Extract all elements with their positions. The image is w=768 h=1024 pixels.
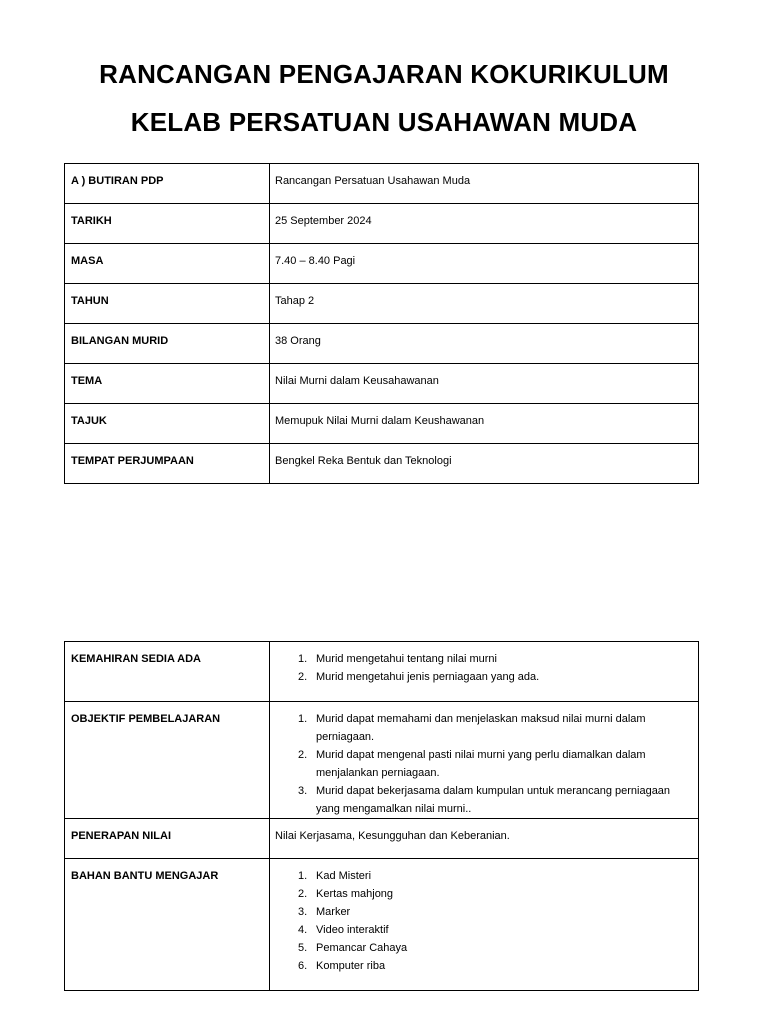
row-label: BILANGAN MURID <box>65 324 270 364</box>
table-row <box>65 204 699 244</box>
row-value: 38 Orang <box>270 324 699 364</box>
row-label: TAJUK <box>65 404 270 444</box>
table-row <box>65 642 699 702</box>
list-item: 2. Murid dapat mengenal pasti nilai murni yang perlu diamalkan dalam menjalankan perniagaan. <box>298 749 646 779</box>
row-label: MASA <box>65 244 270 284</box>
table-row <box>65 284 699 324</box>
document-title: RANCANGAN PENGAJARAN KOKURIKULUM <box>99 59 669 89</box>
list-item: 1. Murid dapat memahami dan menjelaskan maksud nilai murni dalam perniagaan. <box>298 713 646 743</box>
penerapan-label: PENERAPAN NILAI <box>65 819 270 859</box>
row-label: TEMPAT PERJUMPAAN <box>65 444 270 484</box>
table-row <box>65 859 699 991</box>
kemahiran-list <box>275 650 698 686</box>
table-row <box>65 404 699 444</box>
list-item: 4. Video interaktif <box>298 924 389 936</box>
objektif-label: OBJEKTIF PEMBELAJARAN <box>65 702 270 819</box>
row-label: TARIKH <box>65 204 270 244</box>
bahan-label: BAHAN BANTU MENGAJAR <box>65 859 270 991</box>
kemahiran-cell <box>270 642 699 702</box>
row-value: Memupuk Nilai Murni dalam Keushawanan <box>270 404 699 444</box>
row-value: 7.40 – 8.40 Pagi <box>270 244 699 284</box>
list-item: 1. Murid mengetahui tentang nilai murni <box>298 653 497 665</box>
list-item: 2. Kertas mahjong <box>298 888 394 900</box>
bahan-list <box>275 867 698 975</box>
table-row <box>65 164 699 204</box>
row-value: Rancangan Persatuan Usahawan Muda <box>270 164 699 204</box>
objektif-cell <box>270 702 699 819</box>
document-subtitle: KELAB PERSATUAN USAHAWAN MUDA <box>130 107 638 137</box>
bahan-cell <box>270 859 699 991</box>
list-item: 3. Marker <box>298 906 351 918</box>
lesson-details-table <box>64 163 699 484</box>
list-item: 3. Murid dapat bekerjasama dalam kumpulan untuk merancang perniagaan yang mengamalkan nilai murni.. <box>298 785 671 815</box>
row-value: Nilai Murni dalam Keusahawanan <box>270 364 699 404</box>
objektif-list <box>275 710 698 818</box>
table-row <box>65 702 699 819</box>
table-row <box>65 444 699 484</box>
row-value: Tahap 2 <box>270 284 699 324</box>
row-label: TEMA <box>65 364 270 404</box>
table-row <box>65 324 699 364</box>
row-label: A ) BUTIRAN PDP <box>65 164 270 204</box>
table-row <box>65 364 699 404</box>
kemahiran-label: KEMAHIRAN SEDIA ADA <box>65 642 270 702</box>
list-item: 5. Pemancar Cahaya <box>298 942 408 954</box>
row-label: TAHUN <box>65 284 270 324</box>
list-item: 2. Murid mengetahui jenis perniagaan yang ada. <box>298 671 540 683</box>
row-value: 25 September 2024 <box>270 204 699 244</box>
list-item: 1. Kad Misteri <box>298 870 372 882</box>
penerapan-value: Nilai Kerjasama, Kesungguhan dan Keberanian. <box>270 819 699 859</box>
table-row <box>65 819 699 859</box>
lesson-plan-table <box>64 641 699 991</box>
row-value: Bengkel Reka Bentuk dan Teknologi <box>270 444 699 484</box>
list-item: 6. Komputer riba <box>298 960 386 972</box>
table-row <box>65 244 699 284</box>
